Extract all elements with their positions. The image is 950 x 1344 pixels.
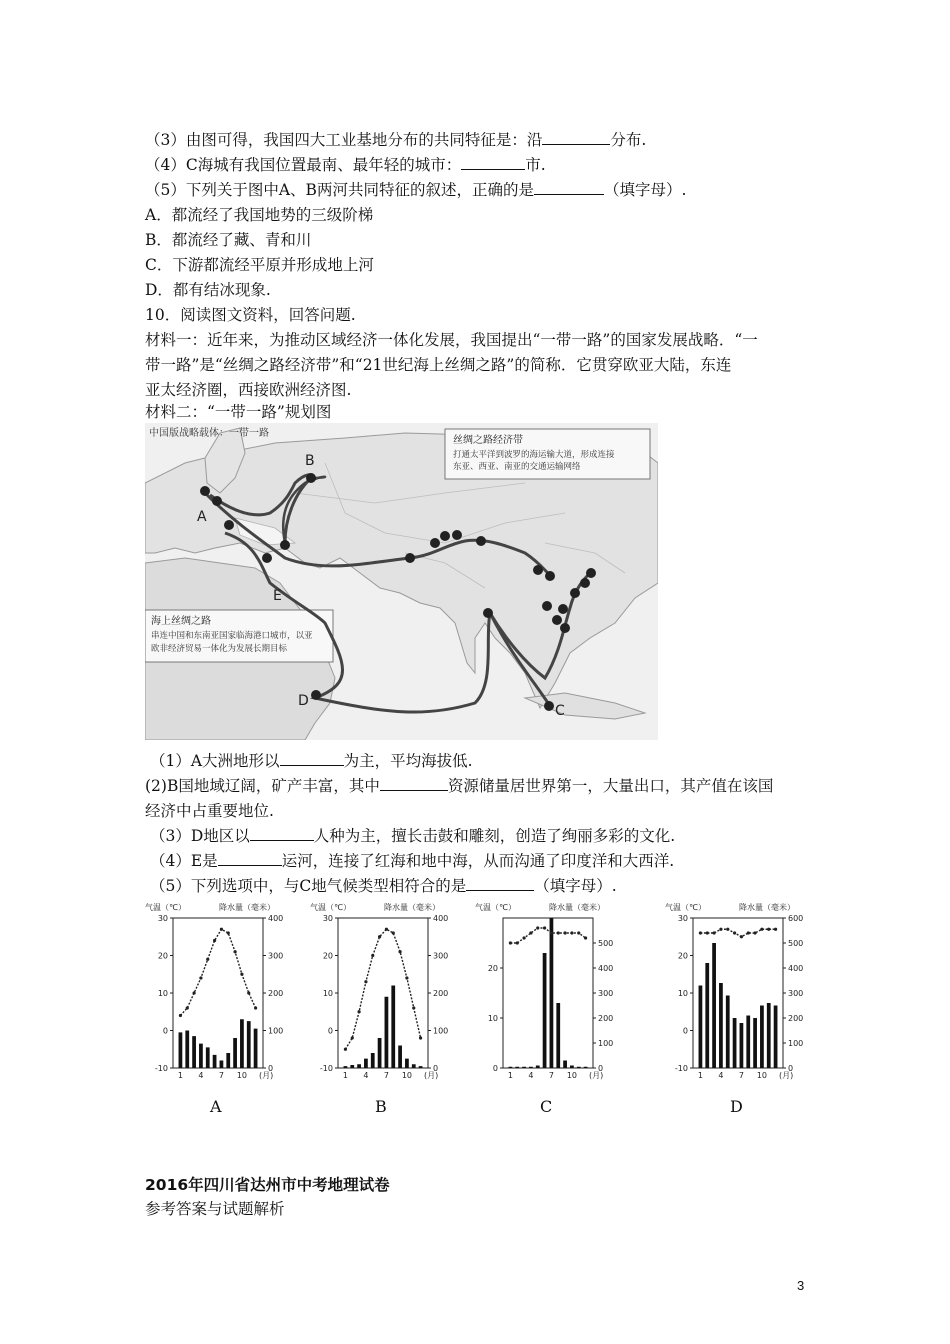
- temp-tick-label: 10: [322, 989, 333, 998]
- q10-sub4: （4）E是 运河，连接了红海和地中海，从而沟通了印度洋和大西洋.: [150, 852, 675, 870]
- page-number: 3: [797, 1278, 805, 1293]
- city-dot: [440, 531, 450, 541]
- precip-tick-label: 400: [598, 964, 614, 973]
- city-dot: [280, 540, 290, 550]
- precip-bar: [522, 1067, 526, 1068]
- temperature-point: [584, 936, 587, 939]
- temperature-point: [543, 926, 546, 929]
- temp-tick-label: 0: [492, 1064, 498, 1073]
- plot-frame: [338, 918, 428, 1068]
- city-dot: [545, 571, 555, 581]
- answer-blank[interactable]: [461, 155, 525, 170]
- precip-bar: [364, 1059, 368, 1068]
- precip-axis-title: 降水量（毫米）: [549, 903, 605, 912]
- maritime-box-line: 串连中国和东南亚国家临海港口城市，以亚: [151, 631, 313, 641]
- climate-chart-b: [310, 900, 470, 1120]
- precip-bar: [570, 1066, 574, 1069]
- exam-title: 2016年四川省达州市中考地理试卷: [145, 1176, 390, 1194]
- precip-bar: [705, 963, 709, 1068]
- temp-tick-label: 10: [157, 989, 168, 998]
- temperature-point: [206, 958, 209, 961]
- temperature-point: [240, 973, 243, 976]
- temperature-point: [577, 931, 580, 934]
- x-axis-unit: (月): [259, 1071, 274, 1080]
- precip-bar: [391, 986, 395, 1069]
- chart-letter: D: [730, 1097, 743, 1116]
- precip-bar: [350, 1065, 354, 1068]
- temp-tick-label: 10: [487, 1014, 498, 1023]
- map-label-a: A: [197, 509, 207, 525]
- temp-tick-label: 0: [327, 1026, 333, 1036]
- month-tick-label: 1: [177, 1071, 183, 1080]
- temperature-point: [405, 976, 408, 979]
- precip-bar: [577, 1067, 581, 1068]
- temp-axis-title: 气温（℃）: [665, 903, 706, 912]
- temperature-point: [385, 928, 388, 931]
- q10-material1-line1: 材料一：近年来，为推动区域经济一体化发展，我国提出“一带一路”的国家发展战略．“一: [145, 331, 758, 349]
- month-tick-label: 7: [218, 1071, 224, 1080]
- temp-tick-label: 20: [322, 951, 333, 961]
- precip-bar: [357, 1064, 361, 1068]
- temp-tick-label: -10: [674, 1064, 688, 1073]
- precip-tick-label: 500: [598, 939, 614, 948]
- q10-material1-line2: 带一路”是“丝绸之路经济带”和“21世纪海上丝绸之路”的简称．它贯穿欧亚大陆，东连: [145, 356, 732, 374]
- month-tick-label: 4: [363, 1071, 369, 1080]
- precip-bar: [733, 1018, 737, 1068]
- x-axis-unit: (月): [779, 1071, 794, 1080]
- temperature-point: [227, 931, 230, 934]
- precip-bar: [515, 1067, 519, 1068]
- precip-bar: [719, 983, 723, 1068]
- precip-bar: [550, 918, 554, 1068]
- chart-letter: A: [210, 1097, 222, 1116]
- month-tick-label: 7: [383, 1071, 389, 1080]
- city-dot: [570, 588, 580, 598]
- q9-sub4: （4）C海城有我国位置最南、最年轻的城市： 市.: [145, 156, 546, 174]
- temperature-point: [371, 954, 374, 957]
- precip-bar: [536, 1066, 540, 1069]
- precip-bar: [767, 1003, 771, 1068]
- precip-bar: [344, 1066, 348, 1068]
- city-dot: [586, 568, 596, 578]
- city-dot: [405, 553, 415, 563]
- precip-tick-label: 200: [433, 989, 449, 998]
- temperature-point: [563, 931, 566, 934]
- maritime-box-line: 欧非经济贸易一体化为发展长期目标: [151, 644, 288, 654]
- month-tick-label: 4: [718, 1071, 724, 1080]
- temperature-point: [233, 950, 236, 953]
- precip-bar: [584, 1067, 588, 1068]
- precip-bar: [543, 953, 547, 1068]
- temperature-point: [509, 941, 512, 944]
- temperature-point: [516, 941, 519, 944]
- precip-tick-label: 300: [788, 989, 804, 998]
- map-label-d: D: [298, 693, 309, 709]
- temp-tick-label: 0: [162, 1026, 168, 1036]
- answer-blank[interactable]: [280, 751, 344, 766]
- city-dot: [544, 701, 554, 711]
- map-corner-title: 中国版战略载体：一带一路: [149, 428, 269, 439]
- precip-bar: [405, 1059, 409, 1068]
- precip-bar: [240, 1019, 244, 1068]
- temp-tick-label: 20: [157, 951, 168, 961]
- temp-axis-title: 气温（℃）: [475, 903, 516, 912]
- temperature-point: [199, 976, 202, 979]
- month-tick-label: 1: [697, 1071, 703, 1080]
- temperature-point: [364, 980, 367, 983]
- temperature-point: [254, 1006, 257, 1009]
- precip-tick-label: 300: [598, 989, 614, 998]
- answer-blank[interactable]: [534, 180, 604, 195]
- temp-axis-title: 气温（℃）: [310, 903, 351, 912]
- precip-bar: [371, 1053, 375, 1068]
- answer-blank[interactable]: [250, 826, 314, 841]
- temperature-point: [712, 931, 715, 934]
- precip-bar: [509, 1067, 513, 1068]
- precip-bar: [740, 1023, 744, 1068]
- answer-blank[interactable]: [380, 776, 448, 791]
- q9-option-c: C．下游都流经平原并形成地上河: [145, 256, 374, 274]
- temp-axis-title: 气温（℃）: [145, 903, 186, 912]
- precip-tick-label: 500: [788, 939, 804, 948]
- q10-sub1: （1）A大洲地形以 为主，平均海拔低.: [150, 752, 473, 770]
- precip-bar: [185, 1031, 189, 1069]
- precip-bar: [199, 1044, 203, 1068]
- precip-bar: [213, 1055, 217, 1068]
- city-dot: [483, 608, 493, 618]
- temperature-point: [536, 926, 539, 929]
- x-axis-unit: (月): [424, 1071, 439, 1080]
- precip-bar: [753, 1018, 757, 1068]
- precip-bar: [529, 1067, 533, 1068]
- map-label-c: C: [555, 703, 565, 719]
- precip-bar: [179, 1032, 183, 1068]
- temperature-point: [570, 931, 573, 934]
- month-tick-label: 10: [236, 1071, 248, 1080]
- precip-bar: [556, 1003, 560, 1068]
- city-dot: [558, 604, 568, 614]
- precip-bar: [192, 1036, 196, 1068]
- month-tick-label: 10: [566, 1071, 578, 1080]
- temp-tick-label: 20: [487, 964, 498, 973]
- precip-bar: [746, 1016, 750, 1069]
- temp-tick-label: 30: [157, 914, 168, 923]
- city-dot: [452, 530, 462, 540]
- month-tick-label: 1: [342, 1071, 348, 1080]
- city-dot: [542, 601, 552, 611]
- temperature-point: [398, 950, 401, 953]
- city-dot: [212, 496, 222, 506]
- city-dot: [560, 623, 570, 633]
- precip-axis-title: 降水量（毫米）: [384, 903, 440, 912]
- temp-tick-label: 0: [682, 1026, 688, 1036]
- climate-chart-a: [145, 900, 305, 1120]
- precip-bar: [712, 943, 716, 1068]
- temperature-point: [247, 991, 250, 994]
- temperature-point: [344, 1048, 347, 1051]
- temperature-point: [760, 928, 763, 931]
- answer-blank[interactable]: [466, 876, 534, 891]
- temperature-point: [767, 928, 770, 931]
- precip-tick-label: 300: [268, 951, 284, 961]
- q10-stem: 10．阅读图文资料，回答问题.: [145, 306, 356, 324]
- plot-frame: [503, 918, 593, 1068]
- city-dot: [533, 565, 543, 575]
- precip-tick-label: 600: [788, 914, 804, 923]
- city-dot: [262, 553, 272, 563]
- precip-bar: [774, 1006, 778, 1069]
- temperature-point: [753, 931, 756, 934]
- q10-sub2-continued: 经济中占重要地位.: [145, 802, 274, 820]
- exam-subtitle: 参考答案与试题解析: [145, 1200, 285, 1218]
- temperature-point: [522, 936, 525, 939]
- temperature-point: [550, 931, 553, 934]
- q10-sub5: （5）下列选项中，与C地气候类型相符合的是 （填字母）.: [150, 877, 617, 895]
- chart-letter: C: [540, 1097, 553, 1116]
- precip-bar: [699, 986, 703, 1069]
- city-dot: [580, 578, 590, 588]
- belt-road-map: [145, 423, 658, 740]
- temp-tick-label: -10: [154, 1064, 168, 1073]
- chart-letter: B: [375, 1097, 387, 1116]
- precip-tick-label: 0: [268, 1064, 274, 1073]
- precip-tick-label: 0: [433, 1064, 439, 1073]
- answer-blank[interactable]: [218, 851, 282, 866]
- temperature-point: [392, 931, 395, 934]
- precip-tick-label: 100: [788, 1039, 804, 1048]
- temperature-point: [213, 939, 216, 942]
- temperature-point: [186, 1006, 189, 1009]
- temperature-point: [719, 928, 722, 931]
- climate-chart-d: [665, 900, 825, 1120]
- month-tick-label: 7: [548, 1071, 554, 1080]
- city-dot: [200, 486, 210, 496]
- silk-road-box-line: 东亚、西亚、南亚的交通运输网络: [453, 462, 581, 472]
- precip-bar: [247, 1021, 251, 1068]
- temperature-line: [510, 928, 585, 943]
- precip-bar: [419, 1066, 423, 1068]
- precip-bar: [206, 1047, 210, 1068]
- precip-tick-label: 300: [433, 951, 449, 961]
- temperature-point: [733, 931, 736, 934]
- precip-bar: [378, 1038, 382, 1068]
- temperature-point: [220, 928, 223, 931]
- temp-tick-label: -10: [319, 1064, 333, 1073]
- city-dot: [430, 538, 440, 548]
- precip-bar: [760, 1006, 764, 1069]
- q9-option-d: D．都有结冰现象.: [145, 281, 271, 299]
- month-tick-label: 4: [528, 1071, 534, 1080]
- temp-tick-label: 20: [677, 951, 688, 961]
- precip-axis-title: 降水量（毫米）: [739, 903, 795, 912]
- temperature-point: [419, 1036, 422, 1039]
- precip-bar: [254, 1029, 258, 1068]
- temperature-point: [740, 935, 743, 938]
- precip-bar: [385, 997, 389, 1068]
- q9-sub5: （5）下列关于图中A、B两河共同特征的叙述，正确的是 （填字母）.: [145, 181, 687, 199]
- city-dot: [552, 615, 562, 625]
- month-tick-label: 10: [401, 1071, 413, 1080]
- temperature-point: [179, 1014, 182, 1017]
- temperature-point: [412, 1006, 415, 1009]
- month-tick-label: 4: [198, 1071, 204, 1080]
- precip-bar: [398, 1046, 402, 1069]
- q10-sub3: （3）D地区以 人种为主，擅长击鼓和雕刻，创造了绚丽多彩的文化.: [150, 827, 676, 845]
- temperature-point: [726, 928, 729, 931]
- climate-chart-c: [475, 900, 635, 1120]
- temperature-point: [378, 935, 381, 938]
- maritime-box-title: 海上丝绸之路: [151, 616, 211, 627]
- precip-tick-label: 400: [788, 964, 804, 973]
- precip-tick-label: 200: [268, 989, 284, 998]
- precip-axis-title: 降水量（毫米）: [219, 903, 275, 912]
- x-axis-unit: (月): [589, 1071, 604, 1080]
- temperature-point: [557, 931, 560, 934]
- month-tick-label: 1: [507, 1071, 513, 1080]
- q9-option-b: B．都流经了藏、青和川: [145, 231, 312, 249]
- temperature-line: [180, 929, 255, 1015]
- q10-sub2: (2)B国地域辽阔，矿产丰富，其中 资源储量居世界第一，大量出口，其产值在该国: [145, 777, 774, 795]
- temperature-line: [345, 929, 420, 1049]
- temperature-point: [706, 931, 709, 934]
- temperature-point: [774, 928, 777, 931]
- precip-bar: [233, 1038, 237, 1068]
- silk-road-box-title: 丝绸之路经济带: [453, 435, 523, 446]
- temperature-point: [747, 931, 750, 934]
- precip-tick-label: 100: [598, 1039, 614, 1048]
- temperature-point: [357, 1010, 360, 1013]
- precip-tick-label: 100: [433, 1026, 449, 1036]
- precip-bar: [226, 1053, 230, 1068]
- precip-tick-label: 400: [433, 914, 449, 923]
- temp-tick-label: 30: [677, 914, 688, 923]
- q9-sub3: （3）由图可得，我国四大工业基地分布的共同特征是：沿 分布.: [145, 131, 647, 149]
- precip-tick-label: 400: [268, 914, 284, 923]
- answer-blank[interactable]: [542, 130, 610, 145]
- temp-tick-label: 10: [677, 989, 688, 998]
- precip-bar: [412, 1064, 416, 1068]
- precip-tick-label: 0: [788, 1064, 794, 1073]
- temperature-point: [192, 991, 195, 994]
- q9-option-a: A．都流经了我国地势的三级阶梯: [145, 206, 374, 224]
- precip-bar: [563, 1061, 567, 1069]
- map-label-b: B: [305, 453, 315, 469]
- temp-tick-label: 30: [322, 914, 333, 923]
- precip-bar: [726, 996, 730, 1069]
- temperature-point: [699, 931, 702, 934]
- q10-material2: 材料二：“一带一路”规划图: [145, 403, 332, 421]
- city-dot: [476, 536, 486, 546]
- city-dot: [224, 520, 234, 530]
- city-dot: [306, 473, 316, 483]
- temperature-line: [700, 929, 775, 937]
- month-tick-label: 10: [756, 1071, 768, 1080]
- silk-road-box-line: 打通太平洋到波罗的海运输大道，形成连接: [453, 450, 615, 460]
- month-tick-label: 7: [738, 1071, 744, 1080]
- precip-tick-label: 200: [598, 1014, 614, 1023]
- temperature-point: [529, 931, 532, 934]
- precip-tick-label: 0: [598, 1064, 604, 1073]
- city-dot: [311, 690, 321, 700]
- temperature-point: [351, 1036, 354, 1039]
- precip-tick-label: 100: [268, 1026, 284, 1036]
- precip-bar: [220, 1061, 224, 1069]
- map-label-e: E: [273, 588, 282, 604]
- precip-tick-label: 200: [788, 1014, 804, 1023]
- q10-material1-line3: 亚太经济圈，西接欧洲经济图.: [145, 381, 352, 399]
